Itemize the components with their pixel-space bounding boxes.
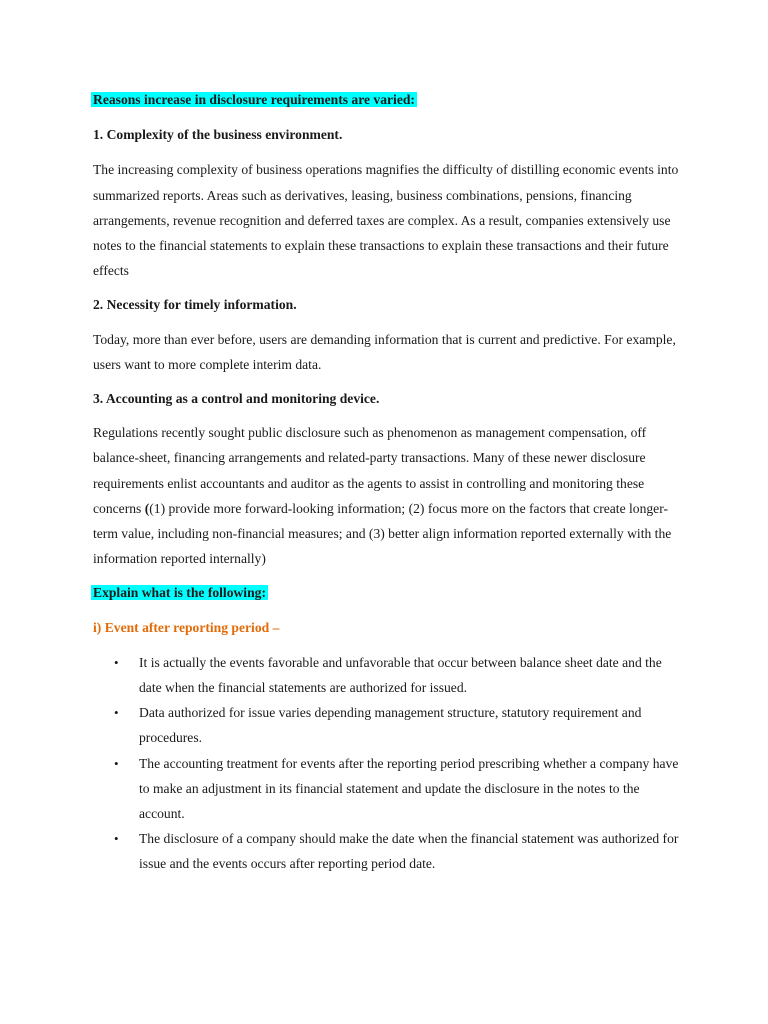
bullet-icon: • <box>114 654 119 670</box>
highlighted-explain-heading: Explain what is the following: <box>93 585 266 601</box>
bullet-icon: • <box>114 755 119 771</box>
list-item <box>93 650 683 700</box>
section-3-body-part-a: Regulations recently sought public disclosure such as phenomenon as management compensation, off balance-sheet, financing arrangements and related-party transactions. Many of these newer disclosure requirements enlist accountants and auditor as the agents to assist in controlling and monitoring these concerns <box>93 425 647 516</box>
list-item-text: Data authorized for issue varies depending management structure, statutory requirement and procedures. <box>139 705 642 746</box>
list-item-text: It is actually the events favorable and unfavorable that occur between balance sheet date and the date when the financial statements are authorized for issued. <box>139 654 662 696</box>
highlighted-title: Reasons increase in disclosure requirements are varied: <box>93 92 415 107</box>
section-2-heading: 2. Necessity for timely information. <box>93 297 297 313</box>
section-1-heading: 1. Complexity of the business environment. <box>93 127 343 143</box>
section-1-body: The increasing complexity of business operations magnifies the difficulty of distilling economic events into summarized reports. Areas such as derivatives, leasing, business combinations, pensions, financing arrangements, revenue recognition and deferred taxes are complex. As a result, companies extensively use notes to the financial statements to explain these transactions to explain these transactions and their future effects <box>93 162 679 279</box>
title-line <box>93 87 683 112</box>
section-3-body-part-b: (1) provide more forward-looking information; (2) focus more on the factors that create longer-term value, including non-financial measures; and (3) better align information reported externally with the information reported internally) <box>93 500 672 567</box>
bullet-icon: • <box>114 831 119 847</box>
list-item-text: The disclosure of a company should make the date when the financial statement was authorized for issue and the events occurs after reporting period date. <box>139 831 679 872</box>
list-item <box>93 751 683 827</box>
section-2-body: Today, more than ever before, users are demanding information that is current and predictive. For example, users want to more complete interim data. <box>93 331 676 372</box>
list-item-text: The accounting treatment for events after the reporting period prescribing whether a company have to make an adjustment in its financial statement and update the disclosure in the notes to the account. <box>139 755 679 822</box>
section-3-body <box>93 420 683 571</box>
section-3-heading: 3. Accounting as a control and monitoring device. <box>93 391 380 407</box>
bullet-list <box>93 650 683 877</box>
explain-line <box>93 580 683 605</box>
document-body <box>93 87 683 877</box>
list-item <box>93 826 683 876</box>
bullet-icon: • <box>114 705 119 721</box>
sub-heading-event-after-reporting: i) Event after reporting period – <box>93 619 280 635</box>
section-3-bold-paren: ( <box>144 500 150 516</box>
list-item <box>93 700 683 750</box>
